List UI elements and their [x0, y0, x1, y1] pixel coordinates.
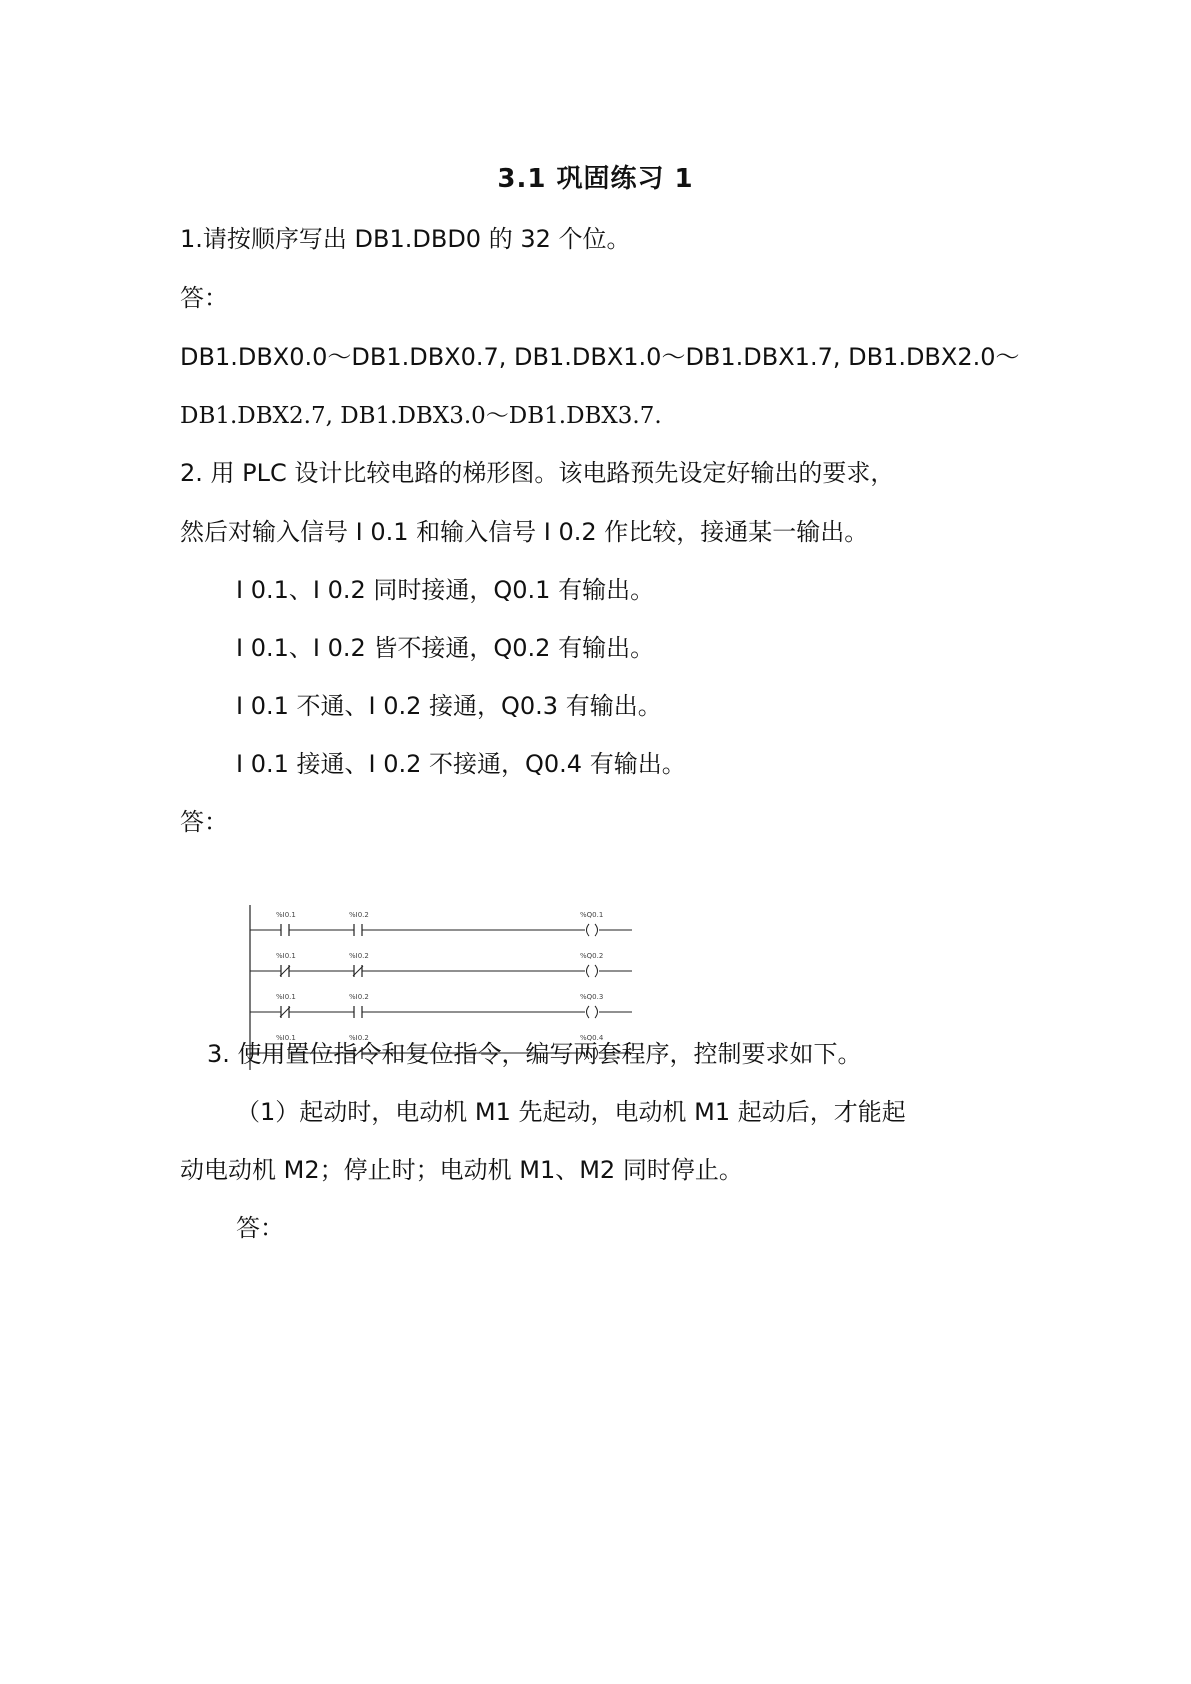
contact-label: %I0.2 [349, 911, 369, 919]
contact-label: %I0.2 [349, 952, 369, 960]
condition-2: I 0.1、I 0.2 皆不接通，Q0.2 有输出。 [236, 634, 655, 662]
coil-left-rung-3 [587, 1006, 590, 1018]
coil-label: %Q0.3 [580, 993, 604, 1001]
question-2-line-1: 2. 用 PLC 设计比较电路的梯形图。该电路预先设定好输出的要求， [180, 459, 895, 487]
answer-label-3: 答： [236, 1214, 284, 1242]
answer-label-2: 答： [180, 808, 228, 836]
question-2-line-2: 然后对输入信号 I 0.1 和输入信号 I 0.2 作比较，接通某一输出。 [180, 518, 869, 546]
page-title: 3.1 巩固练习 1 [497, 164, 694, 194]
condition-1: I 0.1、I 0.2 同时接通，Q0.1 有输出。 [236, 576, 655, 604]
answer-1-line-1-text: DB1.DBX0.0～DB1.DBX0.7, DB1.DBX1.0～DB1.DBX1.7, DB1.DBX2.0～ [180, 343, 1020, 371]
contact-label: %I0.1 [276, 1034, 296, 1042]
question-3-sub-1-line-1: （1）起动时，电动机 M1 先起动，电动机 M1 起动后，才能起 [236, 1098, 906, 1126]
condition-3: I 0.1 不通、I 0.2 接通，Q0.3 有输出。 [236, 692, 662, 720]
coil-right-rung-3 [595, 1006, 598, 1018]
question-3-sub-1-line-2: 动电动机 M2；停止时；电动机 M1、M2 同时停止。 [180, 1156, 743, 1184]
contact-label: %I0.1 [276, 911, 296, 919]
contact-label: %I0.2 [349, 993, 369, 1001]
answer-1-line-2: DB1.DBX2.7, DB1.DBX3.0～DB1.DBX3.7. [180, 403, 662, 429]
coil-left-rung-1 [587, 924, 590, 936]
answer-label-1: 答： [180, 284, 228, 312]
coil-label: %Q0.2 [580, 952, 604, 960]
coil-label: %Q0.1 [580, 911, 604, 919]
condition-4: I 0.1 接通、I 0.2 不接通，Q0.4 有输出。 [236, 750, 686, 778]
question-3: 3. 使用置位指令和复位指令，编写两套程序，控制要求如下。 [207, 1040, 862, 1068]
contact-label: %I0.2 [349, 1034, 369, 1042]
coil-label: %Q0.4 [580, 1034, 604, 1042]
coil-left-rung-2 [587, 965, 590, 977]
coil-right-rung-1 [595, 924, 598, 936]
contact-label: %I0.1 [276, 952, 296, 960]
coil-right-rung-2 [595, 965, 598, 977]
contact-label: %I0.1 [276, 993, 296, 1001]
question-1: 1.请按顺序写出 DB1.DBD0 的 32 个位。 [180, 225, 631, 253]
answer-1-line-1 [180, 340, 1020, 374]
